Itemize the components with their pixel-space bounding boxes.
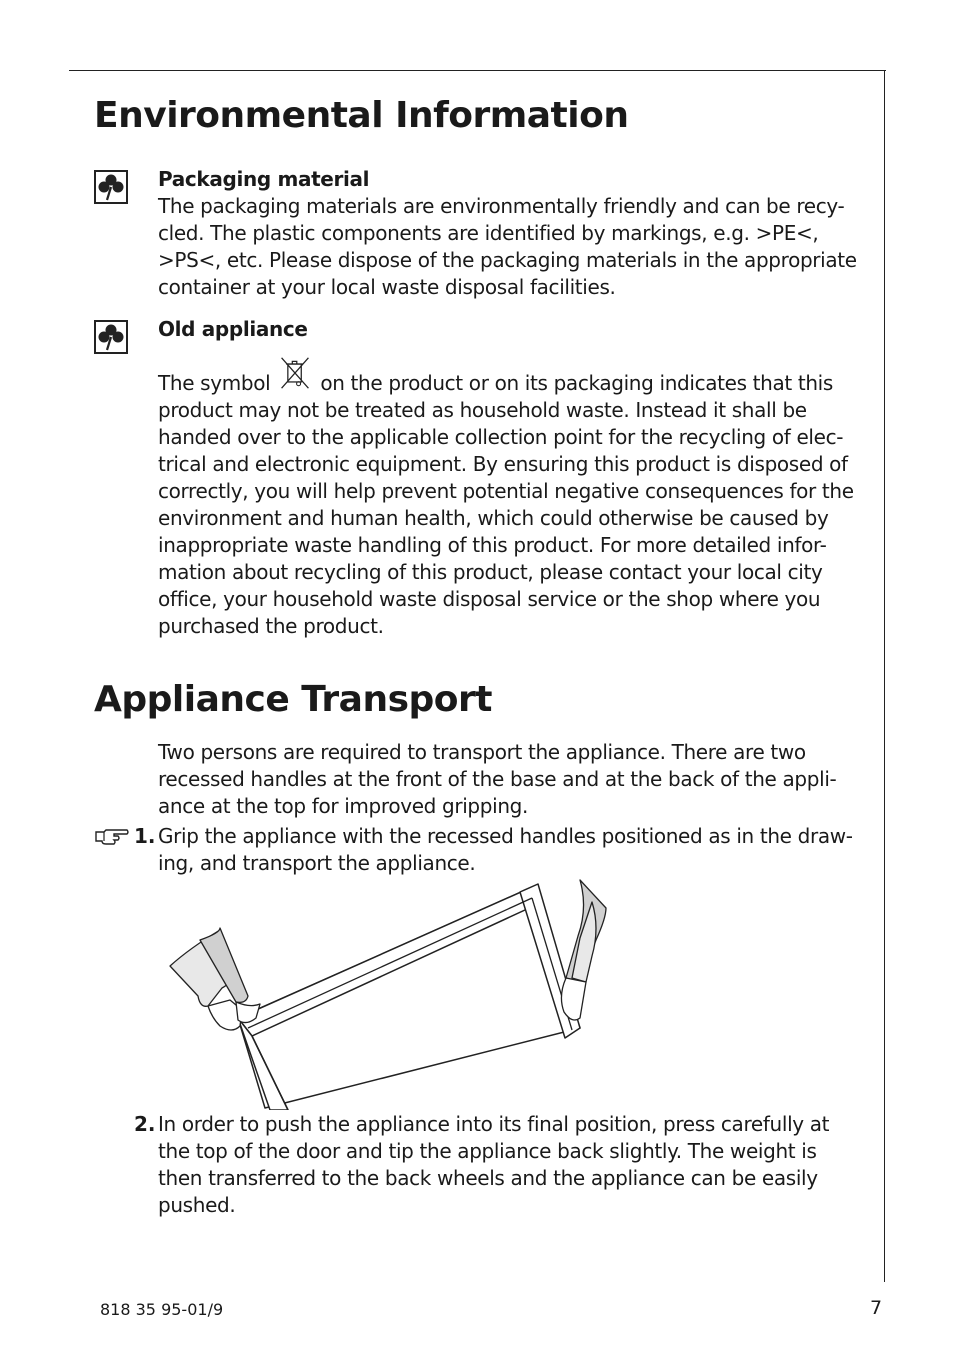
old-appliance-first-line — [158, 370, 864, 397]
old-appliance-text-line: mation about recycling of this product, please contact your local city — [158, 560, 823, 584]
step2-text-line: pushed. — [158, 1193, 236, 1217]
step2-text-line: In order to push the appliance into its final position, press carefully at — [158, 1112, 830, 1136]
clover-leaf-icon — [94, 320, 128, 354]
old-appliance-text-line: inappropriate waste handling of this product. For more detailed infor- — [158, 533, 827, 557]
step2-text-line: then transferred to the back wheels and the appliance can be easily — [158, 1166, 818, 1190]
old-appliance-text-line: purchased the product. — [158, 614, 384, 638]
crossed-out-wheeled-bin-icon — [278, 356, 312, 390]
transport-intro-line: ance at the top for improved gripping. — [158, 794, 529, 818]
transport-illustration — [160, 878, 620, 1110]
packaging-text-line: >PS<, etc. Please dispose of the packaging materials in the appropriate — [158, 248, 857, 272]
step2-text-line: the top of the door and tip the appliance back slightly. The weight is — [158, 1139, 817, 1163]
symbol-prefix: The symbol — [158, 371, 271, 395]
document-code: 818 35 95-01/9 — [100, 1300, 224, 1319]
packaging-text-line: The packaging materials are environmentally friendly and can be recy- — [158, 194, 845, 218]
pointing-hand-icon — [94, 826, 130, 848]
step-number: 2. — [134, 1112, 156, 1136]
old-appliance-text-line: product may not be treated as household waste. Instead it shall be — [158, 398, 807, 422]
packaging-text-line: container at your local waste disposal facilities. — [158, 275, 616, 299]
old-appliance-text-line: trical and electronic equipment. By ensuring this product is disposed of — [158, 452, 848, 476]
old-appliance-heading: Old appliance — [158, 317, 308, 341]
transport-intro-line: Two persons are required to transport the appliance. There are two — [158, 740, 806, 764]
section-title-environment: Environmental Information — [94, 95, 629, 136]
step1-text-line: Grip the appliance with the recessed handles positioned as in the draw- — [158, 824, 853, 848]
clover-leaf-icon — [94, 170, 128, 204]
packaging-heading: Packaging material — [158, 167, 370, 191]
packaging-text-line: cled. The plastic components are identified by markings, e.g. >PE<, — [158, 221, 819, 245]
old-appliance-text-line: handed over to the applicable collection point for the recycling of elec- — [158, 425, 844, 449]
step1-text-line: ing, and transport the appliance. — [158, 851, 476, 875]
old-appliance-text-line: office, your household waste disposal service or the shop where you — [158, 587, 821, 611]
step-number: 1. — [134, 824, 156, 848]
top-rule — [69, 70, 886, 71]
right-rule — [884, 70, 885, 1282]
symbol-suffix: on the product or on its packaging indicates that this — [320, 371, 833, 395]
page-number: 7 — [870, 1297, 883, 1319]
transport-intro-line: recessed handles at the front of the base and at the back of the appli- — [158, 767, 837, 791]
section-title-transport: Appliance Transport — [94, 679, 492, 720]
old-appliance-text-line: environment and human health, which could otherwise be caused by — [158, 506, 829, 530]
old-appliance-text-line: correctly, you will help prevent potential negative consequences for the — [158, 479, 854, 503]
